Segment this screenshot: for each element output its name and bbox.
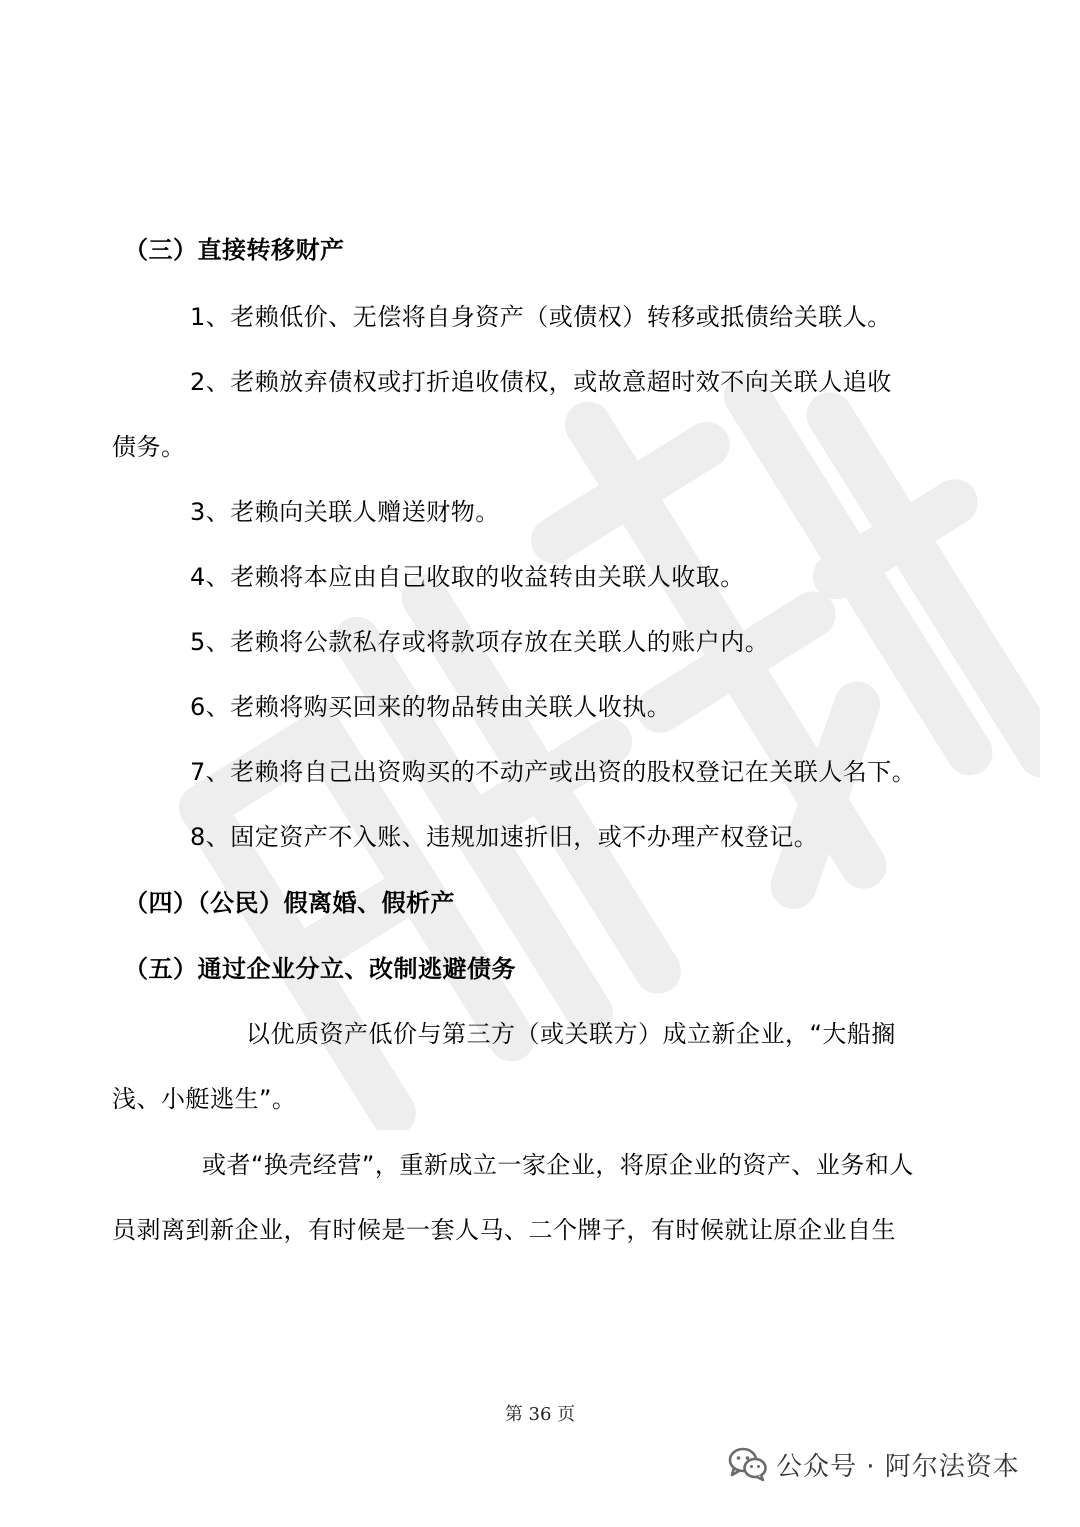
wechat-icon [728, 1446, 768, 1482]
page-number: 第 36 页 [504, 1404, 576, 1425]
paragraph-line: 2、老赖放弃债权或打折追收债权，或故意超时效不向关联人追收 [190, 368, 892, 396]
paragraph-line: 4、老赖将本应由自己收取的收益转由关联人收取。 [190, 563, 745, 591]
section-heading-4: （四）（公民）假离婚、假析产 [124, 889, 455, 917]
wechat-account-name: 公众号 · 阿尔法资本 [776, 1451, 1020, 1482]
paragraph-line: 债务。 [112, 433, 186, 461]
paragraph-line: 3、老赖向关联人赠送财物。 [190, 498, 500, 526]
paragraph-line: 5、老赖将公款私存或将款项存放在关联人的账户内。 [190, 628, 770, 656]
paragraph-line: 以优质资产低价与第三方（或关联方）成立新企业，“大船搁 [246, 1020, 896, 1048]
background-watermark [140, 330, 1040, 1130]
paragraph-line: 1、老赖低价、无偿将自身资产（或债权）转移或抵债给关联人。 [190, 303, 892, 331]
paragraph-line: 8、固定资产不入账、违规加速折旧，或不办理产权登记。 [190, 823, 819, 851]
wechat-account-watermark [728, 1444, 1020, 1484]
section-heading-5: （五）通过企业分立、改制逃避债务 [124, 955, 516, 983]
paragraph-line: 6、老赖将购买回来的物品转由关联人收执。 [190, 693, 672, 721]
paragraph-line: 浅、小艇逃生”。 [112, 1085, 297, 1113]
paragraph-line: 7、老赖将自己出资购买的不动产或出资的股权登记在关联人名下。 [190, 758, 917, 786]
paragraph-line: 员剥离到新企业，有时候是一套人马、二个牌子，有时候就让原企业自生 [112, 1216, 896, 1244]
paragraph-line: 或者“换壳经营”，重新成立一家企业，将原企业的资产、业务和人 [202, 1151, 914, 1179]
section-heading-3: （三）直接转移财产 [124, 236, 345, 264]
